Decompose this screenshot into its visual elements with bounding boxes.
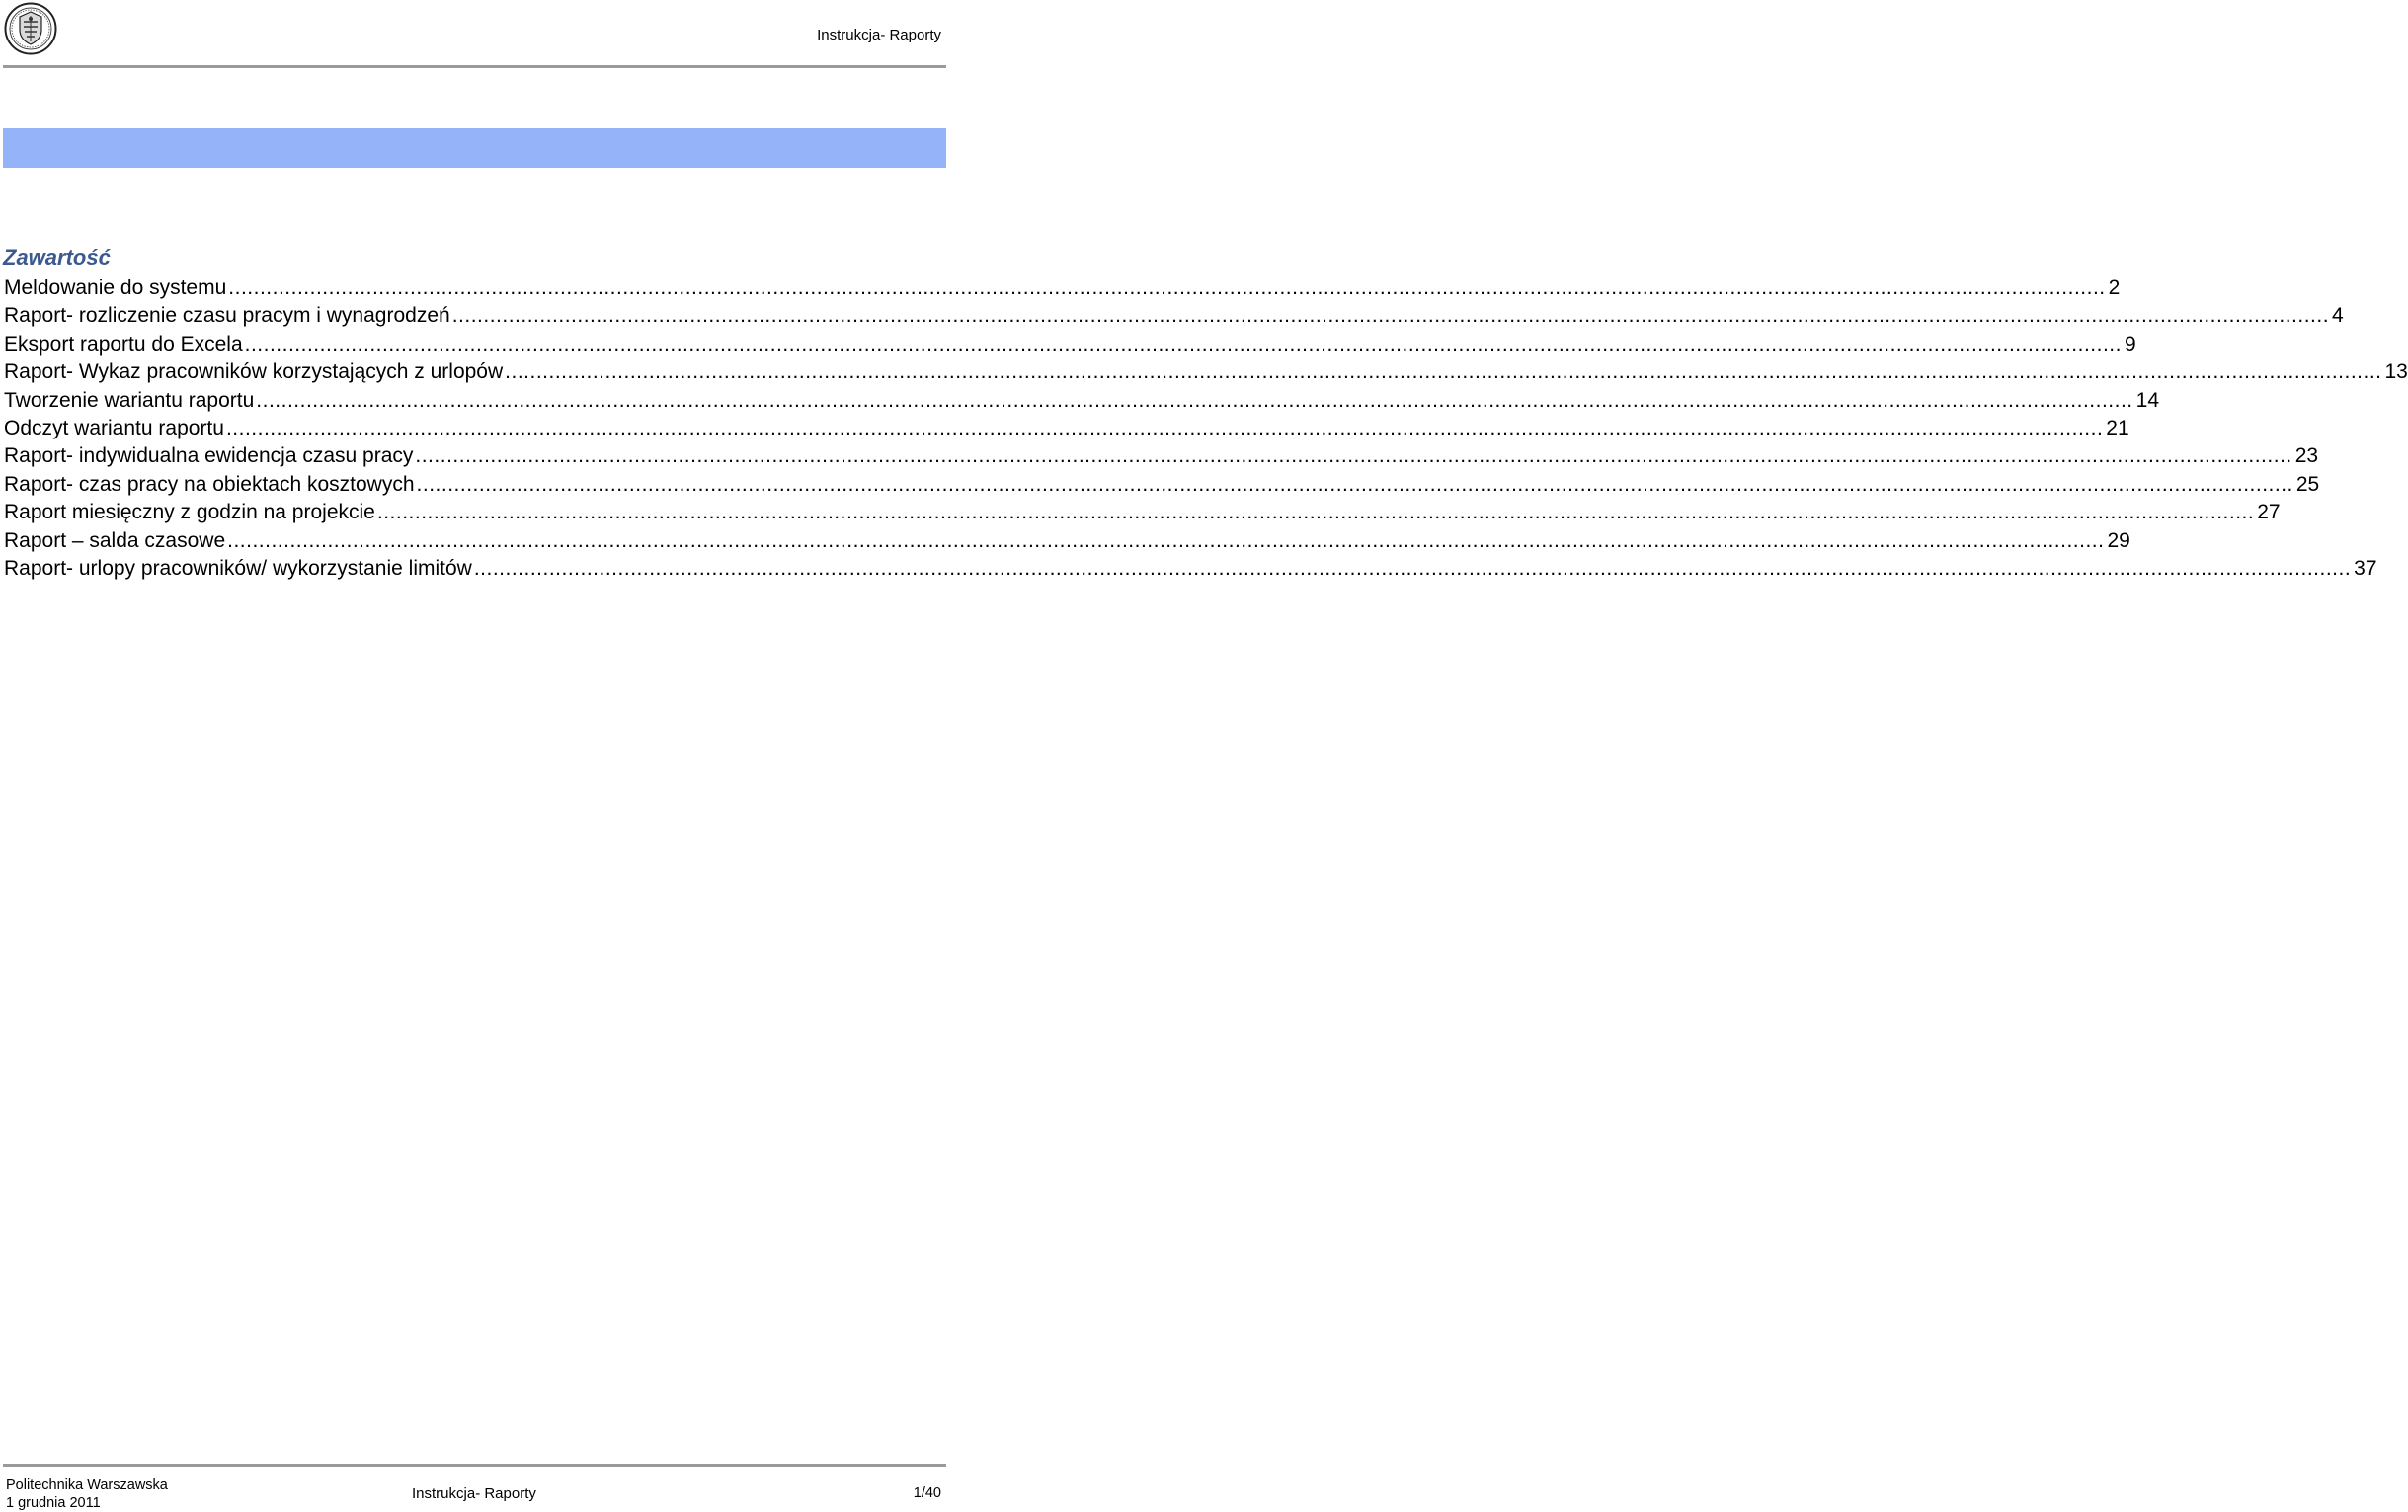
- title-banner: [3, 128, 946, 168]
- toc-entry-page: 29: [2107, 528, 2130, 552]
- toc-entry-title: Raport- urlopy pracowników/ wykorzystanie limitów: [4, 556, 472, 580]
- toc-entry[interactable]: [4, 416, 2129, 444]
- toc-entry-title: Tworzenie wariantu raportu: [4, 388, 255, 412]
- toc-dot-leader: ............................................................................................................................................................................................................................................................................................................: [227, 528, 2105, 552]
- toc-entry-title: Eksport raportu do Excela: [4, 332, 243, 356]
- toc-entry[interactable]: [4, 556, 2377, 585]
- header-document-title: Instrukcja- Raporty: [817, 27, 941, 43]
- toc-entry-title: Meldowanie do systemu: [4, 277, 227, 299]
- toc-entry[interactable]: [4, 360, 2408, 388]
- footer-organization: Politechnika Warszawska: [6, 1477, 168, 1493]
- toc-entry[interactable]: [4, 472, 2320, 501]
- footer-page-number: 1/40: [913, 1485, 941, 1501]
- toc-entry-page: 37: [2354, 556, 2377, 580]
- page-header: [0, 0, 948, 69]
- toc-entry-title: Raport miesięczny z godzin na projekcie: [4, 501, 375, 524]
- toc-entry[interactable]: [4, 444, 2319, 472]
- toc-entry-page: 4: [2332, 304, 2344, 328]
- toc-entry[interactable]: [4, 528, 2130, 557]
- toc-dot-leader: ............................................................................................................................................................................................................................................................................................................: [256, 388, 2133, 412]
- toc-dot-leader: ............................................................................................................................................................................................................................................................................................................: [225, 416, 2104, 439]
- toc-dot-leader: ............................................................................................................................................................................................................................................................................................................: [416, 472, 2293, 496]
- footer-divider: [3, 1464, 946, 1467]
- toc-entry-page: 21: [2106, 416, 2129, 439]
- toc-entry-page: 14: [2135, 388, 2159, 412]
- toc-entry-page: 13: [2384, 360, 2408, 384]
- table-of-contents: [4, 277, 2408, 585]
- toc-dot-leader: ............................................................................................................................................................................................................................................................................................................: [505, 360, 2382, 384]
- toc-entry-title: Raport – salda czasowe: [4, 528, 226, 552]
- toc-dot-leader: ............................................................................................................................................................................................................................................................................................................: [473, 556, 2352, 580]
- toc-entry-page: 27: [2257, 501, 2281, 524]
- toc-entry[interactable]: [4, 388, 2159, 417]
- toc-dot-leader: ............................................................................................................................................................................................................................................................................................................: [228, 277, 2106, 299]
- toc-entry-title: Raport- czas pracy na obiektach kosztowych: [4, 472, 415, 496]
- toc-entry[interactable]: [4, 501, 2281, 528]
- toc-dot-leader: ............................................................................................................................................................................................................................................................................................................: [244, 332, 2122, 356]
- university-seal-icon: [4, 2, 57, 55]
- toc-entry-page: 23: [2294, 444, 2319, 468]
- toc-entry-page: 2: [2108, 277, 2121, 299]
- toc-entry[interactable]: [4, 277, 2121, 304]
- toc-dot-leader: ............................................................................................................................................................................................................................................................................................................: [451, 304, 2330, 328]
- toc-entry-title: Raport- Wykaz pracowników korzystających z urlopów: [4, 360, 504, 384]
- toc-entry[interactable]: [4, 332, 2136, 360]
- toc-dot-leader: ............................................................................................................................................................................................................................................................................................................: [376, 501, 2255, 524]
- toc-entry-title: Raport- rozliczenie czasu pracym i wynagrodzeń: [4, 304, 450, 328]
- footer-document-title: Instrukcja- Raporty: [412, 1485, 536, 1502]
- header-divider: [3, 65, 946, 68]
- toc-dot-leader: ............................................................................................................................................................................................................................................................................................................: [415, 444, 2292, 468]
- toc-entry-page: 25: [2295, 472, 2320, 496]
- toc-heading: Zawartość: [3, 245, 111, 270]
- toc-entry-title: Odczyt wariantu raportu: [4, 416, 224, 439]
- footer-date: 1 grudnia 2011: [6, 1495, 101, 1511]
- toc-entry-title: Raport- indywidualna ewidencja czasu pracy: [4, 444, 414, 468]
- toc-entry[interactable]: [4, 304, 2344, 332]
- toc-entry-page: 9: [2124, 332, 2136, 356]
